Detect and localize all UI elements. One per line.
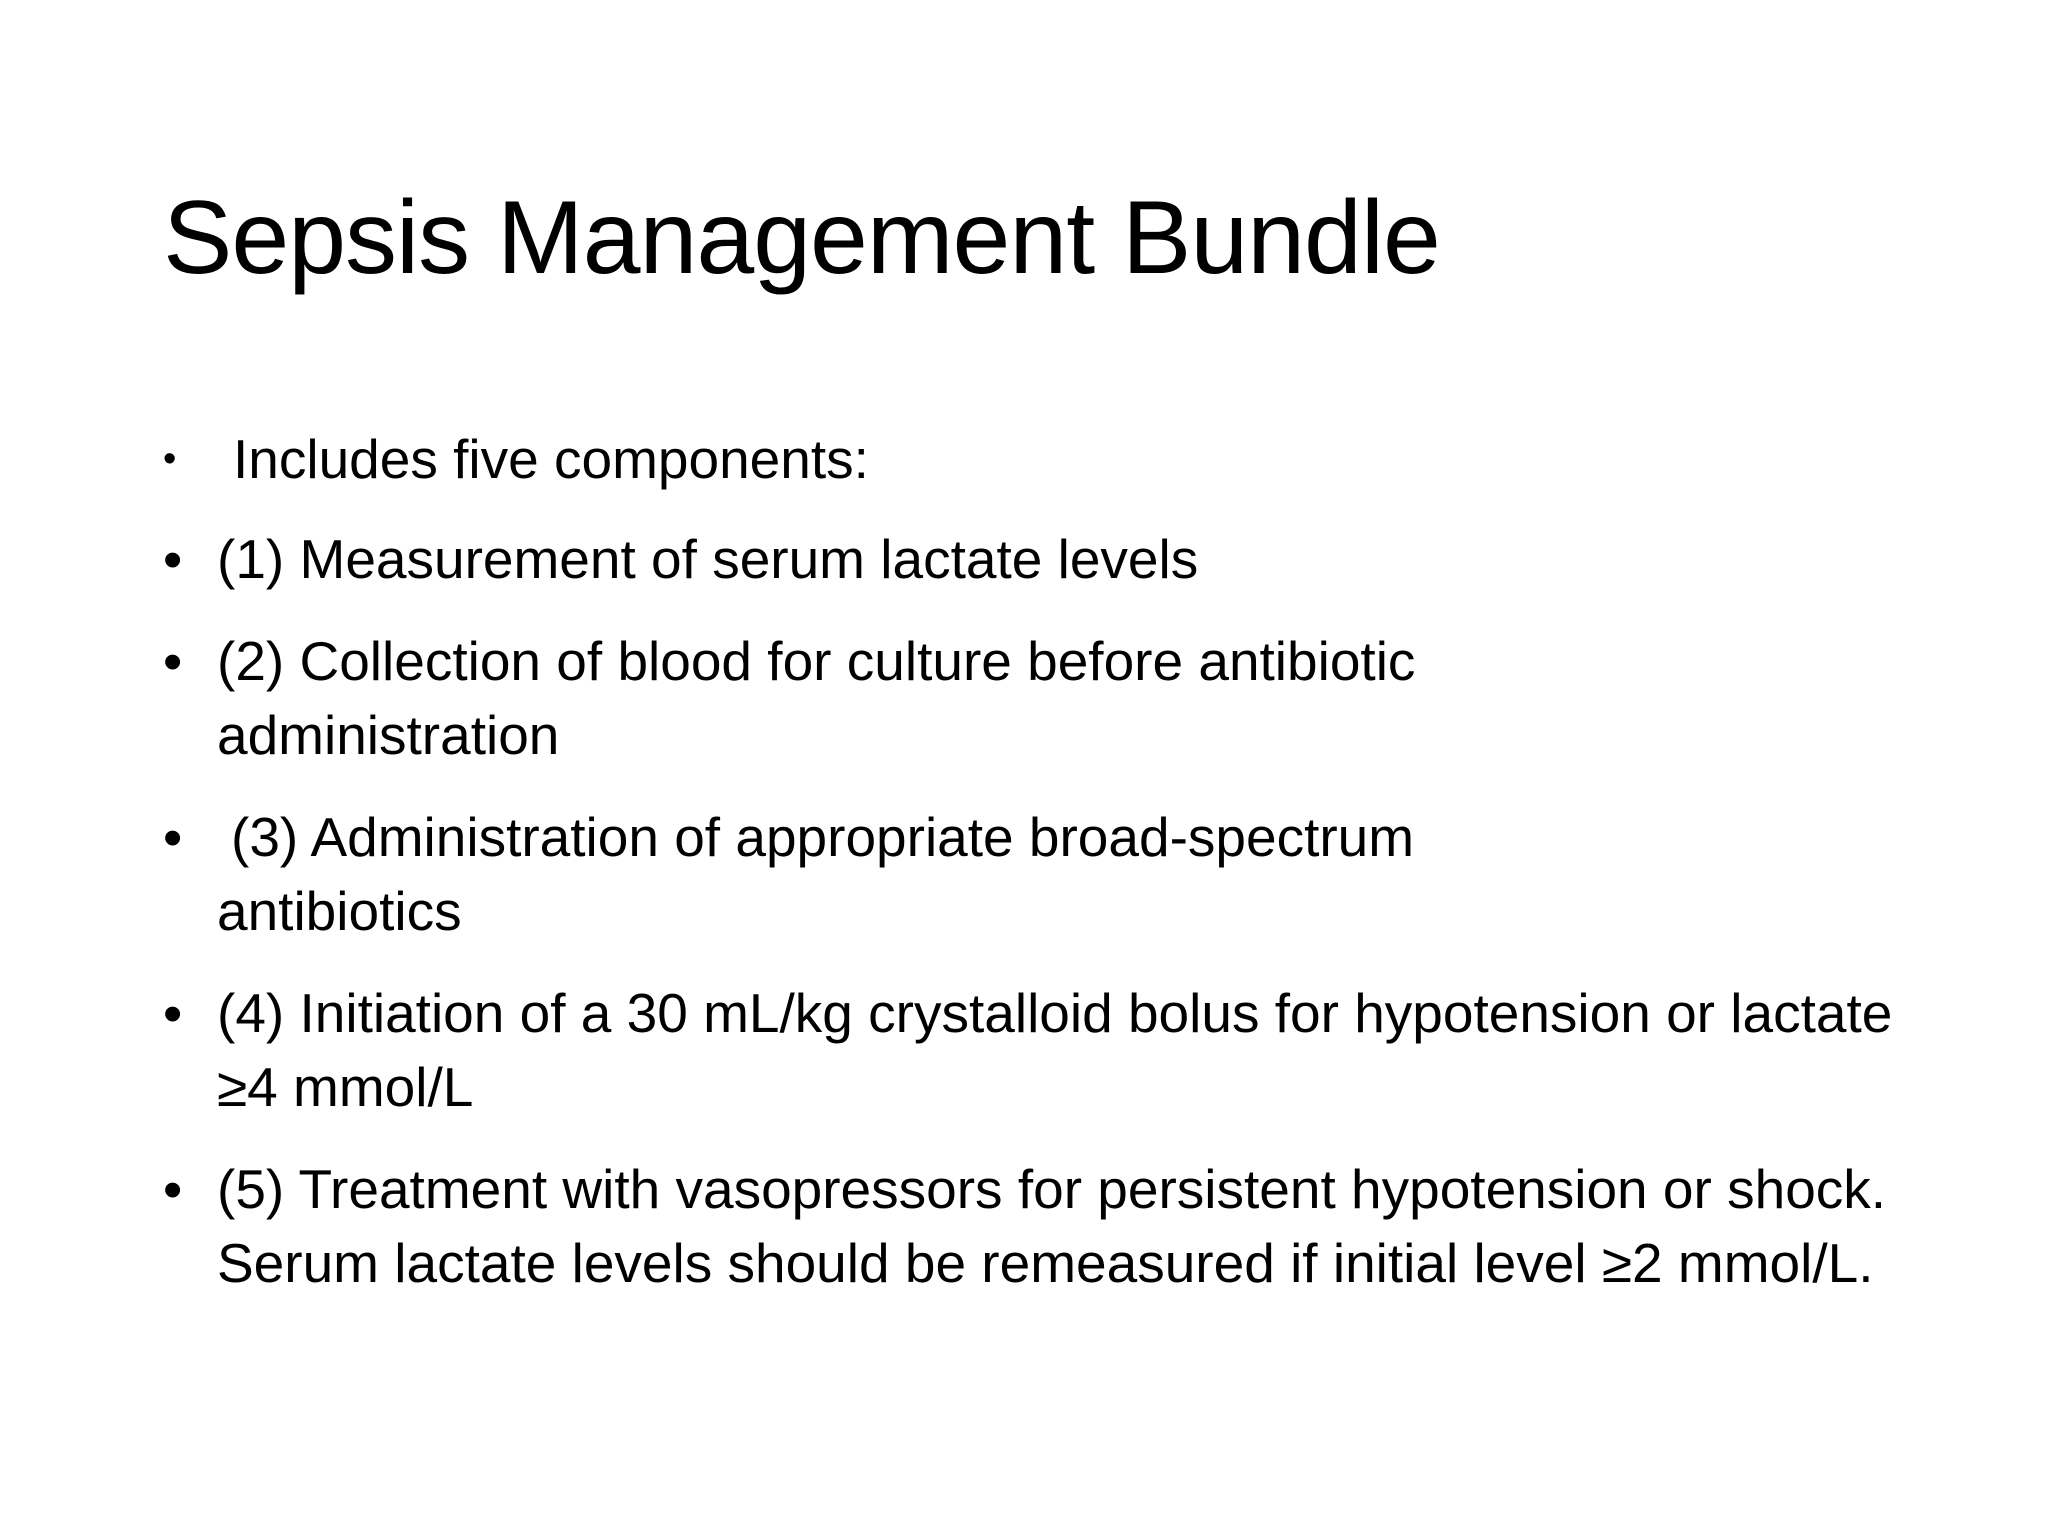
bullet-text: Includes five components: — [233, 428, 869, 490]
bullet-item — [163, 1152, 1923, 1300]
bullet-marker: • — [163, 438, 177, 480]
bullet-item — [163, 976, 1923, 1124]
bullet-list — [163, 422, 1923, 1328]
bullet-item — [163, 800, 1923, 948]
bullet-item — [163, 624, 1923, 772]
bullet-text: (3) Administration of appropriate broad-spectrum antibiotics — [217, 806, 1415, 942]
bullet-item — [163, 522, 1923, 596]
bullet-marker: • — [163, 630, 183, 692]
bullet-text: (5) Treatment with vasopressors for persistent hypotension or shock. Serum lactate levels should be remeasured if initial level ≥2 mmol/L. — [217, 1158, 1887, 1294]
bullet-item — [163, 422, 1923, 496]
bullet-text: (4) Initiation of a 30 mL/kg crystalloid bolus for hypotension or lactate ≥4 mmol/L — [217, 982, 1893, 1118]
bullet-marker: • — [163, 1158, 183, 1220]
bullet-text: (1) Measurement of serum lactate levels — [217, 528, 1199, 590]
slide-title: Sepsis Management Bundle — [163, 180, 1440, 296]
bullet-marker: • — [163, 806, 183, 868]
bullet-marker: • — [163, 982, 183, 1044]
bullet-text: (2) Collection of blood for culture before antibiotic administration — [217, 630, 1416, 766]
bullet-marker: • — [163, 528, 183, 590]
